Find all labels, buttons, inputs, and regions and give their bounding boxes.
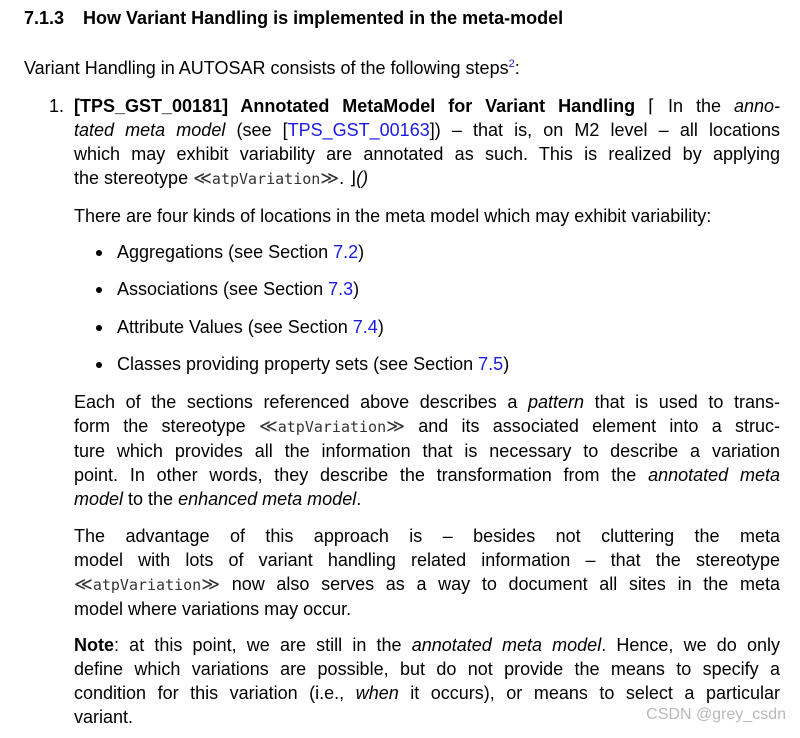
text-span: Associations (see Section	[117, 279, 329, 299]
text-span: : at this point, we are still in the	[114, 635, 412, 655]
list-item-number: 1.	[49, 96, 65, 116]
note-line-3	[74, 681, 780, 705]
tps-gst-00163-link[interactable]: TPS_GST_00163	[287, 120, 430, 140]
guillemet-open: ≪	[193, 168, 212, 189]
text-span: when	[355, 683, 399, 703]
text-span: it occurs), or means to select a particular	[398, 683, 780, 703]
text-span: .	[339, 168, 350, 188]
stereotype-name: atpVariation	[211, 170, 321, 188]
bullet-icon	[96, 325, 102, 331]
note-line-4: variant.	[74, 707, 134, 727]
text-span: (see [	[225, 120, 288, 140]
note-line-1	[74, 633, 780, 657]
advantage-line-4: model where variations may occur.	[74, 599, 352, 619]
stereotype-name: atpVariation	[92, 576, 202, 594]
bullet-icon	[96, 362, 102, 368]
section-ref-link[interactable]: 7.2	[333, 242, 359, 262]
text-span: annotated meta model	[411, 635, 602, 655]
pattern-line-5	[74, 487, 780, 511]
pattern-line-2	[74, 414, 780, 439]
footnote-link[interactable]: 2	[508, 58, 515, 70]
requirement-line-1	[74, 94, 780, 118]
note-line-2: define which variations are possible, but do not provide the means to specify a	[74, 659, 780, 679]
text-span: now also serves as a way to document all sites in the meta	[220, 574, 780, 594]
text-span: tated meta model	[74, 120, 226, 140]
text-span: to the	[123, 489, 179, 509]
text-span: )	[358, 242, 365, 262]
intro-text: Variant Handling in AUTOSAR consists of the following steps	[24, 58, 509, 78]
advantage-paragraph	[74, 524, 780, 621]
csdn-watermark: CSDN @grey_csdn	[646, 706, 786, 723]
kinds-line: There are four kinds of locations in the meta model which may exhibit variability:	[74, 206, 712, 226]
text-span: annotated meta	[648, 465, 780, 485]
advantage-line-2: model with lots of variant handling related information – that the stereotype	[74, 550, 780, 570]
intro-colon: :	[514, 58, 520, 78]
text-span: In the	[668, 96, 734, 116]
pattern-line-1	[74, 390, 780, 414]
text-span: that is used to trans-	[583, 392, 780, 412]
requirement-line-3: which may exhibit variability are annotated as such. This is realized by applying	[74, 144, 780, 164]
guillemet-close: ≫	[386, 416, 405, 437]
text-span: Each of the sections referenced above describes a	[74, 392, 528, 412]
guillemet-close: ≫	[201, 574, 221, 595]
requirement-title: [TPS_GST_00181] Annotated MetaModel for Variant Handling	[74, 96, 636, 116]
text-span: .	[356, 489, 362, 509]
pattern-line-4	[74, 463, 780, 487]
open-bracket: ⌈	[648, 96, 656, 116]
intro-paragraph	[24, 58, 520, 79]
text-span: Aggregations (see Section	[117, 242, 334, 262]
text-span: anno-	[733, 96, 780, 116]
pattern-line-3: ture which provides all the information that is necessary to describe a variation	[74, 441, 780, 461]
text-span: form the stereotype	[74, 416, 259, 436]
section-ref-link[interactable]: 7.4	[352, 317, 378, 337]
text-span: . Hence, we do only	[601, 635, 781, 655]
close-bracket: ⌋	[349, 168, 357, 188]
section-number: 7.1.3	[24, 8, 65, 28]
text-span: and its associated element into a struc-	[404, 416, 780, 436]
section-heading	[24, 8, 563, 29]
text-span: enhanced meta model	[178, 489, 357, 509]
text-span: ]) – that is, on M2 level – all locations	[429, 120, 781, 140]
text-span: model	[74, 489, 124, 509]
advantage-line-3	[74, 572, 780, 597]
text-span: pattern	[527, 392, 584, 412]
text-span: condition for this variation (i.e.,	[74, 683, 356, 703]
requirement-line-4	[74, 166, 780, 191]
text-span: )	[377, 317, 384, 337]
text-span: the stereotype	[74, 168, 194, 188]
kinds-paragraph	[74, 204, 780, 228]
guillemet-close: ≫	[320, 168, 340, 189]
stereotype-name: atpVariation	[277, 418, 387, 436]
bullet-icon	[96, 250, 102, 256]
pattern-paragraph	[74, 390, 780, 511]
section-title: How Variant Handling is implemented in the meta-model	[83, 8, 564, 28]
bullet-icon	[96, 287, 102, 293]
text-span: ()	[356, 168, 369, 188]
text-span: Attribute Values (see Section	[117, 317, 353, 337]
guillemet-open: ≪	[74, 574, 93, 595]
section-ref-link[interactable]: 7.5	[478, 354, 504, 374]
text-span: point. In other words, they describe the transformation from the	[74, 465, 649, 485]
guillemet-open: ≪	[258, 416, 278, 437]
note-label: Note	[74, 635, 114, 655]
advantage-line-1: The advantage of this approach is – besides not cluttering the meta	[74, 526, 780, 546]
requirement-paragraph	[74, 94, 780, 191]
text-span: Classes providing property sets (see Section	[117, 354, 479, 374]
text-span: )	[503, 354, 510, 374]
text-span: )	[353, 279, 360, 299]
section-ref-link[interactable]: 7.3	[328, 279, 354, 299]
requirement-line-2	[74, 118, 780, 142]
